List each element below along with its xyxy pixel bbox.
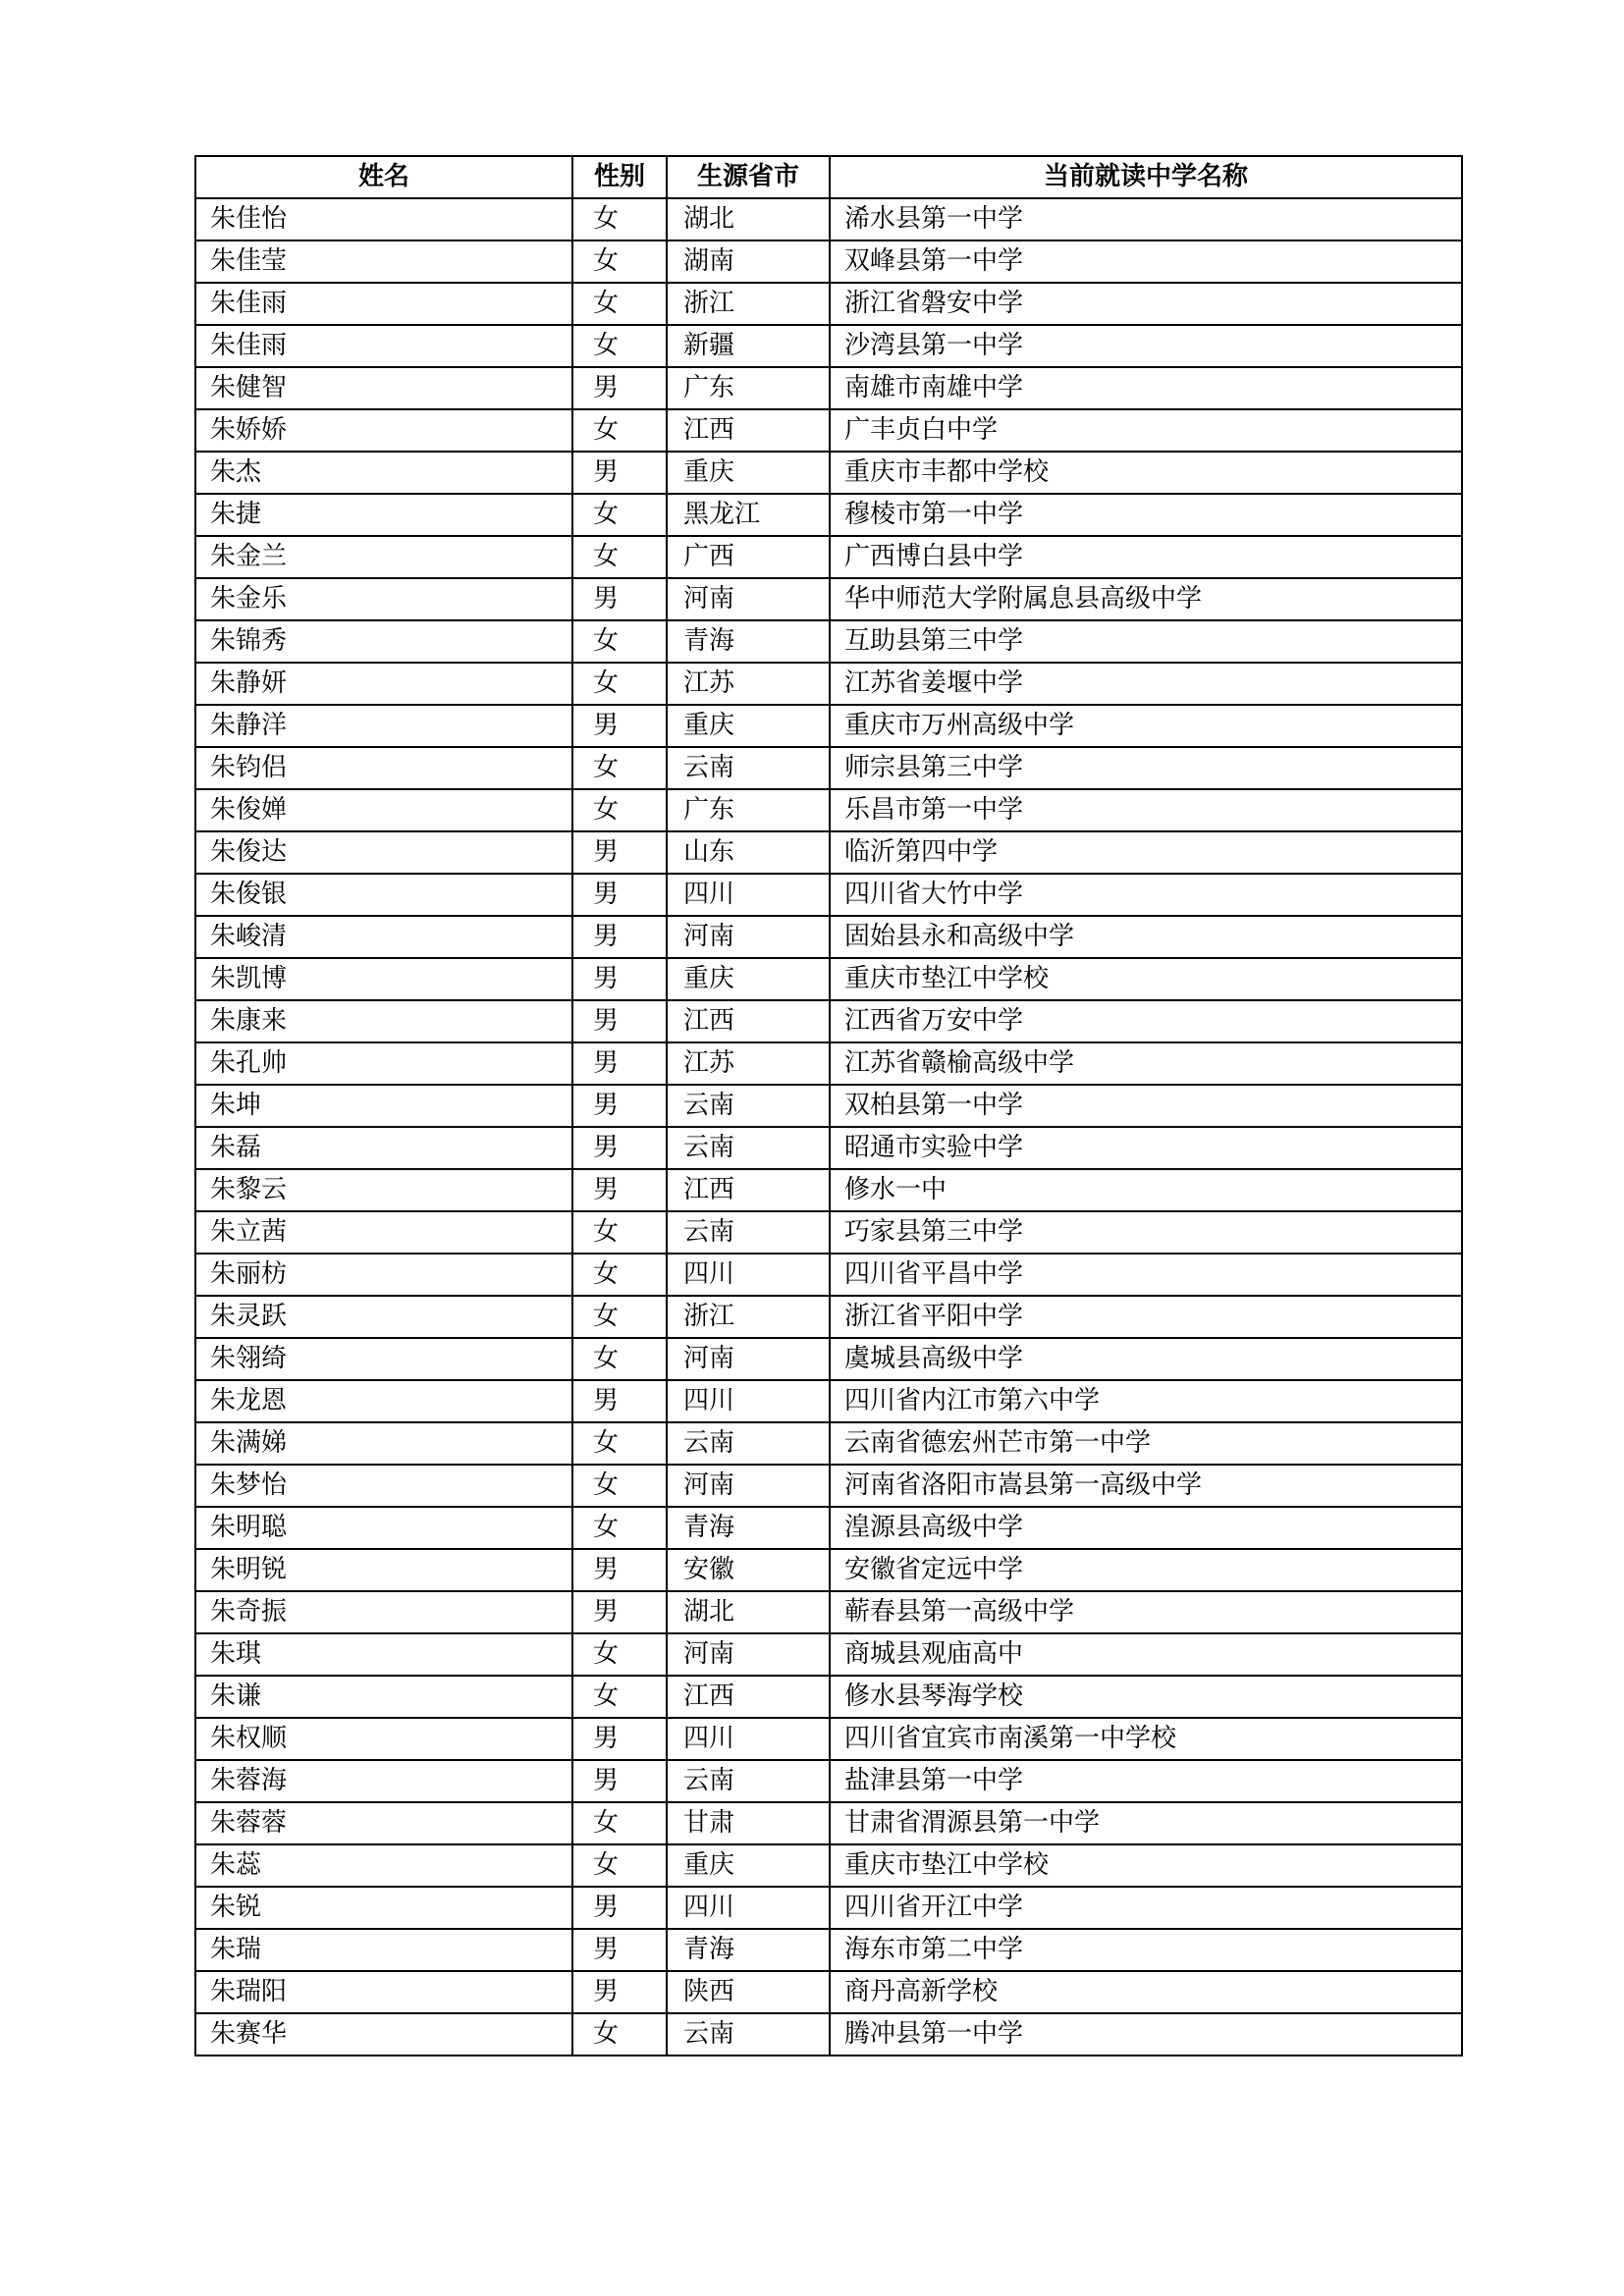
cell-gender: 男 (572, 831, 667, 874)
table-row (195, 1000, 1462, 1042)
cell-name: 朱梦怡 (195, 1465, 572, 1507)
cell-name: 朱健智 (195, 367, 572, 409)
table-row (195, 536, 1462, 578)
cell-name: 朱谦 (195, 1676, 572, 1718)
cell-gender: 男 (572, 916, 667, 958)
cell-school: 甘肃省渭源县第一中学 (830, 1802, 1462, 1844)
table-row (195, 958, 1462, 1000)
cell-school: 河南省洛阳市嵩县第一高级中学 (830, 1465, 1462, 1507)
table-row (195, 1802, 1462, 1844)
table-header-row (195, 156, 1462, 198)
table-row (195, 1591, 1462, 1633)
table-row (195, 1760, 1462, 1802)
cell-gender: 女 (572, 1296, 667, 1338)
table-row (195, 1633, 1462, 1676)
cell-province: 河南 (667, 1633, 830, 1676)
cell-name: 朱锦秀 (195, 620, 572, 663)
table-row (195, 705, 1462, 747)
cell-gender: 女 (572, 1802, 667, 1844)
table-row (195, 409, 1462, 452)
cell-school: 双峰县第一中学 (830, 240, 1462, 283)
table-body (195, 198, 1462, 2056)
cell-school: 虞城县高级中学 (830, 1338, 1462, 1380)
table-row (195, 1296, 1462, 1338)
table-row (195, 1507, 1462, 1549)
cell-name: 朱权顺 (195, 1718, 572, 1760)
cell-province: 云南 (667, 1760, 830, 1802)
cell-gender: 女 (572, 1211, 667, 1254)
cell-name: 朱佳雨 (195, 325, 572, 367)
cell-school: 商丹高新学校 (830, 1971, 1462, 2013)
cell-school: 乐昌市第一中学 (830, 789, 1462, 831)
cell-name: 朱康来 (195, 1000, 572, 1042)
cell-name: 朱钧侣 (195, 747, 572, 789)
cell-province: 重庆 (667, 705, 830, 747)
table-row (195, 1042, 1462, 1085)
cell-gender: 男 (572, 1169, 667, 1211)
cell-province: 江西 (667, 409, 830, 452)
cell-province: 青海 (667, 1507, 830, 1549)
cell-school: 四川省平昌中学 (830, 1254, 1462, 1296)
cell-school: 广西博白县中学 (830, 536, 1462, 578)
table-row (195, 663, 1462, 705)
cell-school: 双柏县第一中学 (830, 1085, 1462, 1127)
table-row (195, 620, 1462, 663)
cell-name: 朱奇振 (195, 1591, 572, 1633)
cell-name: 朱金乐 (195, 578, 572, 620)
cell-school: 江苏省赣榆高级中学 (830, 1042, 1462, 1085)
cell-name: 朱佳莹 (195, 240, 572, 283)
student-roster-table (194, 155, 1463, 2056)
cell-school: 湟源县高级中学 (830, 1507, 1462, 1549)
cell-province: 云南 (667, 747, 830, 789)
cell-name: 朱杰 (195, 452, 572, 494)
table-row (195, 1211, 1462, 1254)
cell-school: 临沂第四中学 (830, 831, 1462, 874)
cell-province: 浙江 (667, 283, 830, 325)
table-row (195, 874, 1462, 916)
header-gender: 性别 (572, 156, 667, 198)
cell-school: 蕲春县第一高级中学 (830, 1591, 1462, 1633)
cell-gender: 男 (572, 1887, 667, 1929)
cell-name: 朱蕊 (195, 1844, 572, 1887)
cell-gender: 男 (572, 452, 667, 494)
cell-school: 盐津县第一中学 (830, 1760, 1462, 1802)
cell-name: 朱磊 (195, 1127, 572, 1169)
cell-gender: 男 (572, 1760, 667, 1802)
cell-school: 四川省大竹中学 (830, 874, 1462, 916)
table-row (195, 1169, 1462, 1211)
cell-name: 朱峻清 (195, 916, 572, 958)
cell-province: 广东 (667, 367, 830, 409)
cell-province: 青海 (667, 620, 830, 663)
cell-name: 朱俊银 (195, 874, 572, 916)
cell-province: 重庆 (667, 958, 830, 1000)
cell-province: 河南 (667, 578, 830, 620)
table-row (195, 325, 1462, 367)
cell-school: 昭通市实验中学 (830, 1127, 1462, 1169)
table-row (195, 1549, 1462, 1591)
cell-province: 江西 (667, 1676, 830, 1718)
cell-gender: 男 (572, 1549, 667, 1591)
cell-school: 浠水县第一中学 (830, 198, 1462, 240)
cell-gender: 男 (572, 578, 667, 620)
cell-school: 四川省开江中学 (830, 1887, 1462, 1929)
cell-name: 朱金兰 (195, 536, 572, 578)
cell-province: 安徽 (667, 1549, 830, 1591)
cell-gender: 男 (572, 1380, 667, 1422)
cell-school: 浙江省磐安中学 (830, 283, 1462, 325)
table-row (195, 1971, 1462, 2013)
cell-name: 朱俊婵 (195, 789, 572, 831)
table-row (195, 1254, 1462, 1296)
table-row (195, 283, 1462, 325)
table-row (195, 367, 1462, 409)
cell-name: 朱俊达 (195, 831, 572, 874)
cell-gender: 男 (572, 958, 667, 1000)
header-province: 生源省市 (667, 156, 830, 198)
cell-school: 海东市第二中学 (830, 1929, 1462, 1971)
table-row (195, 198, 1462, 240)
cell-gender: 女 (572, 789, 667, 831)
table-row (195, 1422, 1462, 1465)
cell-school: 广丰贞白中学 (830, 409, 1462, 452)
header-school: 当前就读中学名称 (830, 156, 1462, 198)
cell-gender: 女 (572, 1254, 667, 1296)
cell-gender: 男 (572, 1085, 667, 1127)
cell-province: 山东 (667, 831, 830, 874)
cell-gender: 女 (572, 620, 667, 663)
cell-school: 江苏省姜堰中学 (830, 663, 1462, 705)
cell-school: 修水一中 (830, 1169, 1462, 1211)
cell-gender: 女 (572, 1844, 667, 1887)
cell-province: 江苏 (667, 1042, 830, 1085)
cell-province: 广东 (667, 789, 830, 831)
table-row (195, 2013, 1462, 2056)
cell-gender: 女 (572, 198, 667, 240)
cell-name: 朱坤 (195, 1085, 572, 1127)
cell-province: 河南 (667, 1338, 830, 1380)
cell-name: 朱龙恩 (195, 1380, 572, 1422)
cell-gender: 女 (572, 1507, 667, 1549)
cell-gender: 男 (572, 874, 667, 916)
cell-province: 湖北 (667, 198, 830, 240)
cell-province: 云南 (667, 2013, 830, 2056)
cell-school: 穆棱市第一中学 (830, 494, 1462, 536)
cell-province: 重庆 (667, 1844, 830, 1887)
cell-gender: 女 (572, 1338, 667, 1380)
table-row (195, 1929, 1462, 1971)
cell-school: 重庆市万州高级中学 (830, 705, 1462, 747)
cell-school: 修水县琴海学校 (830, 1676, 1462, 1718)
cell-province: 江西 (667, 1169, 830, 1211)
cell-school: 固始县永和高级中学 (830, 916, 1462, 958)
cell-gender: 男 (572, 1591, 667, 1633)
cell-name: 朱捷 (195, 494, 572, 536)
cell-school: 互助县第三中学 (830, 620, 1462, 663)
cell-name: 朱明锐 (195, 1549, 572, 1591)
cell-gender: 男 (572, 367, 667, 409)
cell-province: 云南 (667, 1085, 830, 1127)
cell-name: 朱明聪 (195, 1507, 572, 1549)
cell-school: 浙江省平阳中学 (830, 1296, 1462, 1338)
cell-gender: 女 (572, 494, 667, 536)
cell-gender: 女 (572, 409, 667, 452)
cell-province: 湖南 (667, 240, 830, 283)
cell-name: 朱丽枋 (195, 1254, 572, 1296)
cell-province: 河南 (667, 916, 830, 958)
cell-province: 新疆 (667, 325, 830, 367)
cell-gender: 男 (572, 705, 667, 747)
cell-gender: 女 (572, 283, 667, 325)
cell-school: 沙湾县第一中学 (830, 325, 1462, 367)
cell-province: 甘肃 (667, 1802, 830, 1844)
cell-school: 江西省万安中学 (830, 1000, 1462, 1042)
cell-province: 四川 (667, 1254, 830, 1296)
cell-name: 朱孔帅 (195, 1042, 572, 1085)
cell-name: 朱蓉海 (195, 1760, 572, 1802)
cell-name: 朱瑞 (195, 1929, 572, 1971)
cell-school: 南雄市南雄中学 (830, 367, 1462, 409)
table-row (195, 831, 1462, 874)
cell-school: 四川省宜宾市南溪第一中学校 (830, 1718, 1462, 1760)
cell-school: 华中师范大学附属息县高级中学 (830, 578, 1462, 620)
cell-school: 安徽省定远中学 (830, 1549, 1462, 1591)
cell-name: 朱灵跃 (195, 1296, 572, 1338)
cell-province: 广西 (667, 536, 830, 578)
table-row (195, 1380, 1462, 1422)
cell-gender: 女 (572, 325, 667, 367)
cell-province: 陕西 (667, 1971, 830, 2013)
cell-gender: 男 (572, 1929, 667, 1971)
cell-school: 四川省内江市第六中学 (830, 1380, 1462, 1422)
table-row (195, 1127, 1462, 1169)
cell-province: 江苏 (667, 663, 830, 705)
cell-school: 重庆市垫江中学校 (830, 1844, 1462, 1887)
table-row (195, 916, 1462, 958)
cell-name: 朱锐 (195, 1887, 572, 1929)
cell-gender: 女 (572, 536, 667, 578)
cell-province: 四川 (667, 1718, 830, 1760)
cell-name: 朱静洋 (195, 705, 572, 747)
table-row (195, 1718, 1462, 1760)
cell-school: 云南省德宏州芒市第一中学 (830, 1422, 1462, 1465)
cell-gender: 女 (572, 2013, 667, 2056)
cell-school: 巧家县第三中学 (830, 1211, 1462, 1254)
cell-name: 朱静妍 (195, 663, 572, 705)
table-row (195, 1085, 1462, 1127)
cell-province: 浙江 (667, 1296, 830, 1338)
cell-gender: 女 (572, 1676, 667, 1718)
cell-name: 朱蓉蓉 (195, 1802, 572, 1844)
table-row (195, 240, 1462, 283)
cell-name: 朱黎云 (195, 1169, 572, 1211)
cell-gender: 女 (572, 747, 667, 789)
cell-gender: 男 (572, 1127, 667, 1169)
cell-name: 朱凯博 (195, 958, 572, 1000)
cell-province: 河南 (667, 1465, 830, 1507)
cell-gender: 女 (572, 240, 667, 283)
cell-gender: 男 (572, 1000, 667, 1042)
cell-province: 江西 (667, 1000, 830, 1042)
cell-name: 朱佳雨 (195, 283, 572, 325)
table-row (195, 578, 1462, 620)
cell-province: 湖北 (667, 1591, 830, 1633)
cell-school: 商城县观庙高中 (830, 1633, 1462, 1676)
header-name: 姓名 (195, 156, 572, 198)
table-row (195, 452, 1462, 494)
table-row (195, 1676, 1462, 1718)
cell-province: 四川 (667, 1380, 830, 1422)
cell-gender: 男 (572, 1718, 667, 1760)
table-row (195, 1338, 1462, 1380)
cell-school: 重庆市垫江中学校 (830, 958, 1462, 1000)
cell-name: 朱佳怡 (195, 198, 572, 240)
cell-name: 朱琪 (195, 1633, 572, 1676)
cell-name: 朱娇娇 (195, 409, 572, 452)
cell-school: 腾冲县第一中学 (830, 2013, 1462, 2056)
cell-school: 师宗县第三中学 (830, 747, 1462, 789)
cell-name: 朱满娣 (195, 1422, 572, 1465)
cell-gender: 男 (572, 1042, 667, 1085)
cell-gender: 男 (572, 1971, 667, 2013)
cell-province: 青海 (667, 1929, 830, 1971)
cell-province: 四川 (667, 1887, 830, 1929)
table-row (195, 1465, 1462, 1507)
cell-name: 朱立茜 (195, 1211, 572, 1254)
cell-province: 云南 (667, 1211, 830, 1254)
cell-gender: 女 (572, 1633, 667, 1676)
cell-gender: 女 (572, 1422, 667, 1465)
cell-gender: 女 (572, 1465, 667, 1507)
cell-province: 黑龙江 (667, 494, 830, 536)
cell-province: 云南 (667, 1422, 830, 1465)
table-row (195, 494, 1462, 536)
cell-province: 云南 (667, 1127, 830, 1169)
cell-name: 朱翎绮 (195, 1338, 572, 1380)
cell-school: 重庆市丰都中学校 (830, 452, 1462, 494)
cell-name: 朱瑞阳 (195, 1971, 572, 2013)
cell-gender: 女 (572, 663, 667, 705)
table-row (195, 747, 1462, 789)
table-row (195, 1887, 1462, 1929)
table-row (195, 1844, 1462, 1887)
cell-province: 重庆 (667, 452, 830, 494)
cell-province: 四川 (667, 874, 830, 916)
cell-name: 朱赛华 (195, 2013, 572, 2056)
table-row (195, 789, 1462, 831)
